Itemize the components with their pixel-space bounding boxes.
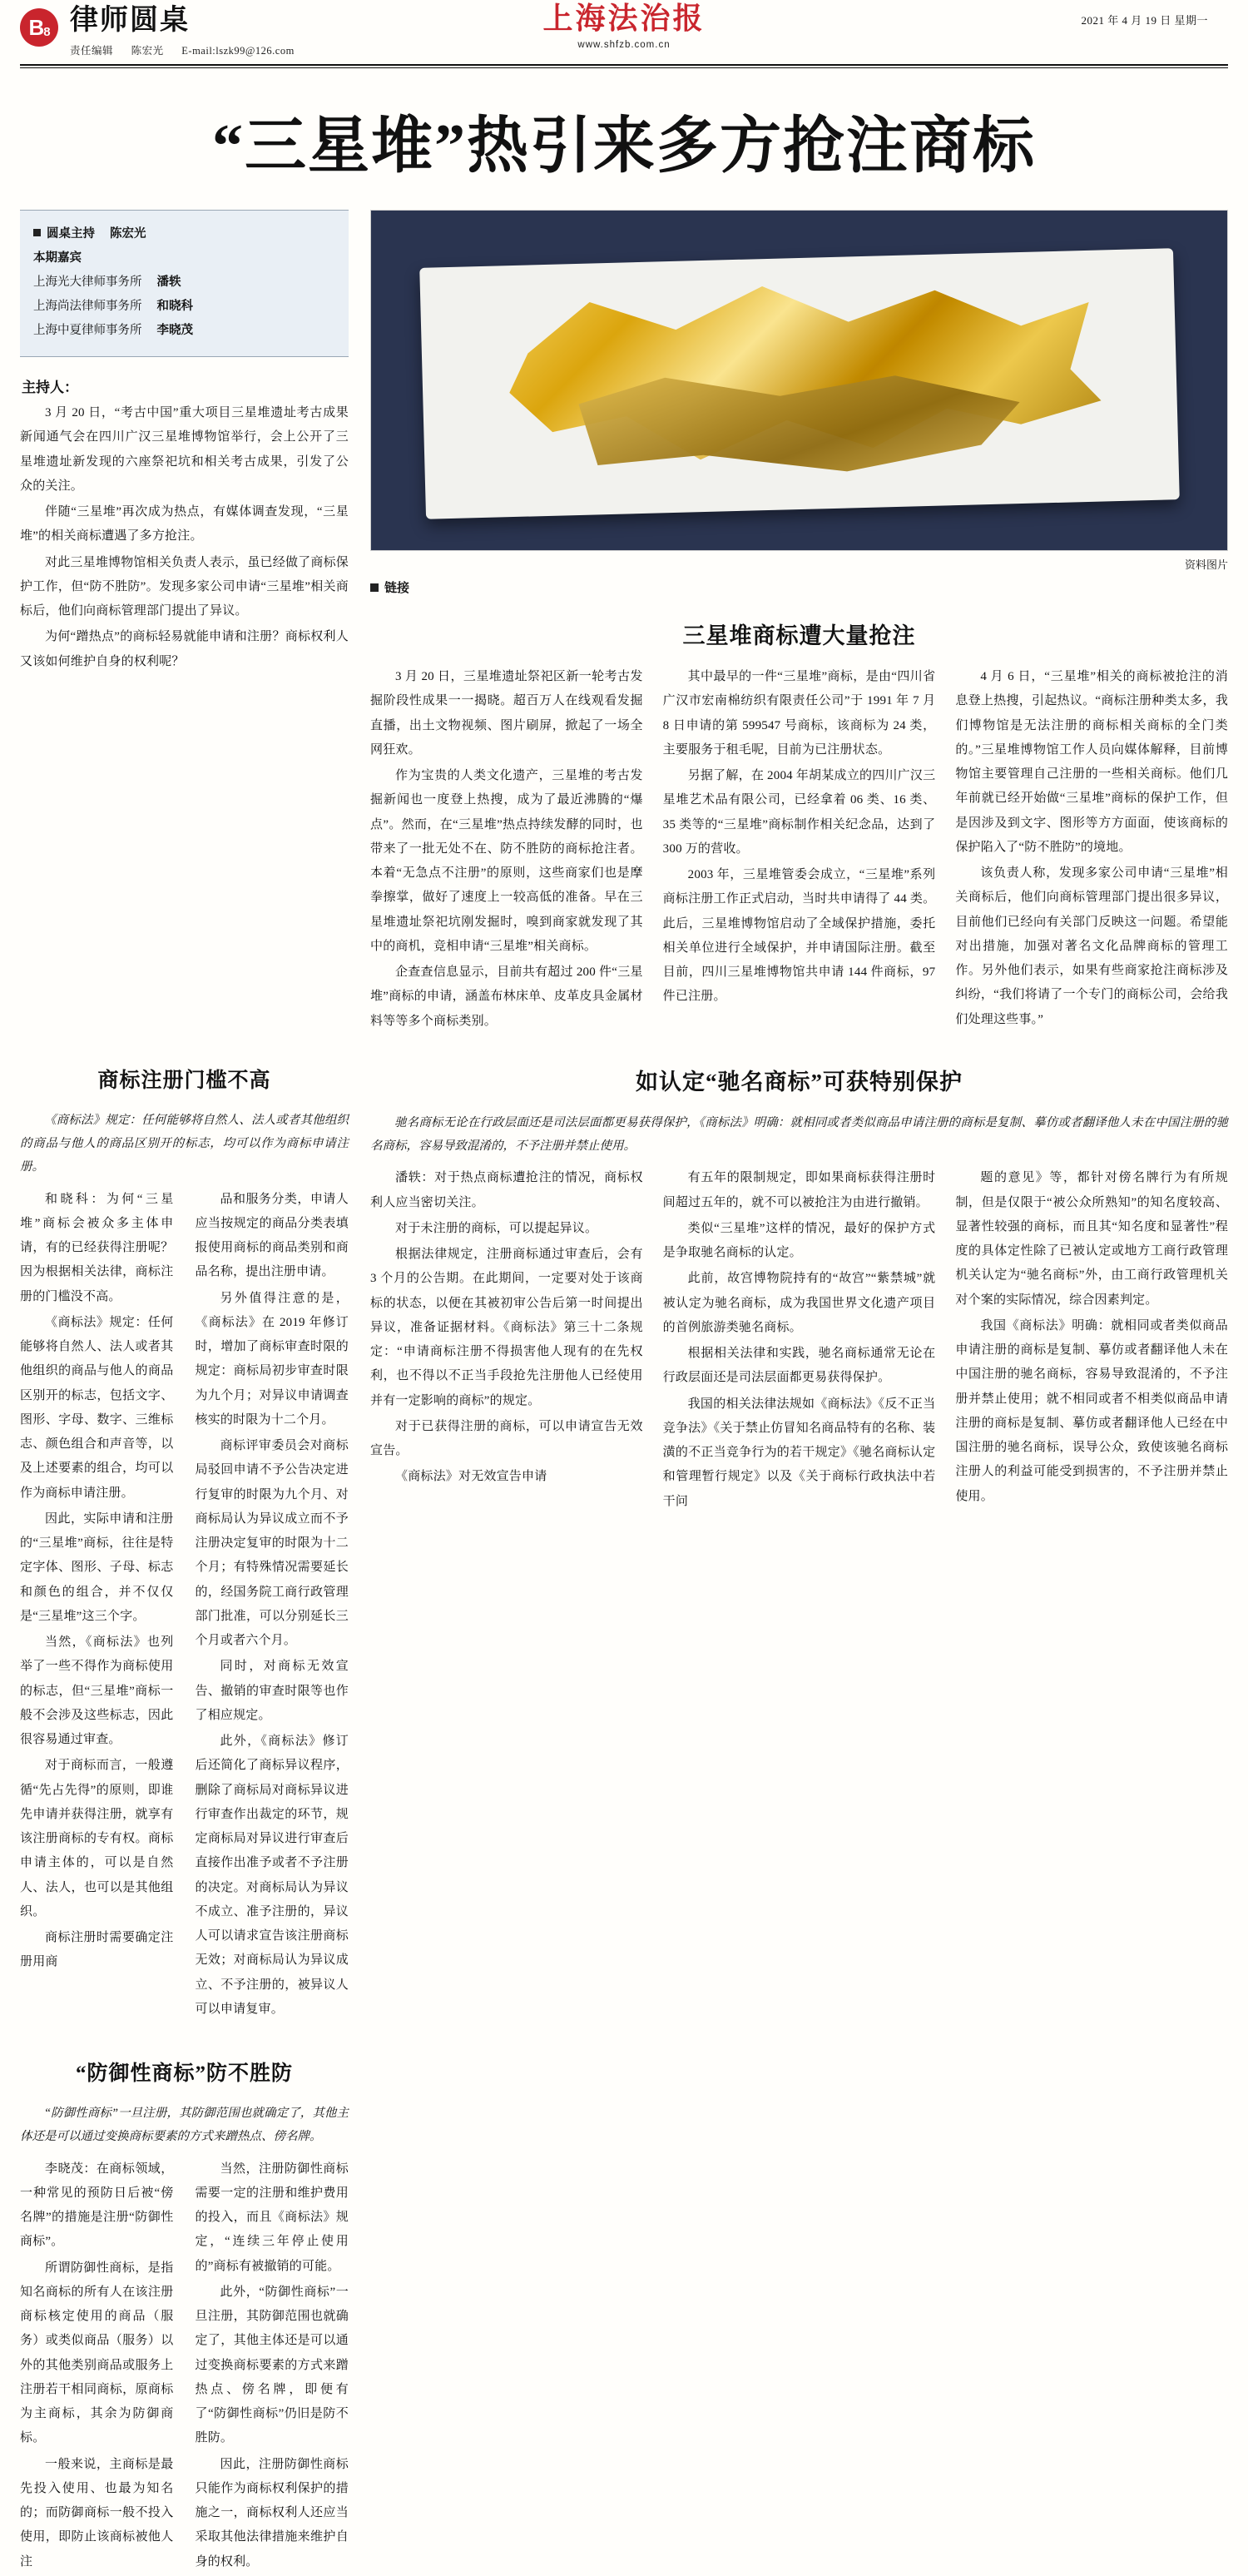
link-col-2 bbox=[663, 665, 936, 1035]
link-col-3 bbox=[955, 665, 1228, 1035]
paragraph: 我国的相关法律法规如《商标法》《反不正当竞争法》《关于禁止仿冒知名商品特有的名称、装潢的不正当竞争行为的若干规定》《驰名商标认定和管理暂行规定》以及《关于商标行政执法中若干问 bbox=[662, 1397, 936, 1508]
famous-section-title: 如认定“驰名商标”可获特别保护 bbox=[636, 1069, 963, 1094]
paragraph: 根据法律规定，注册商标通过审查后，会有 3 个月的公告期。在此期间，一定要对处于该商标的状态，以便在其被初审公告后第一时间提出异议，准备证据材料。《商标法》第三十二条规定：“申请商标注册不得损害他人现有的在先权利，也不得以不正当手段抢先注册他人已经使用并有一定影响的商标”的规定。 bbox=[370, 1248, 643, 1407]
defensive-section-title: “防御性商标”防不胜防 bbox=[75, 2062, 293, 2086]
masthead-editor-line bbox=[70, 42, 310, 57]
threshold-body bbox=[20, 1188, 349, 2024]
guest-name: 李晓茂 bbox=[156, 324, 193, 337]
paragraph: 另外值得注意的是，《商标法》在 2019 年修订时，增加了商标审查时限的规定：商标局初步审查时限为九个月；对异议申请调查核实的时限为十二个月。 bbox=[195, 1291, 349, 1427]
paragraph: 《商标法》对无效宣告申请 bbox=[395, 1470, 547, 1484]
intro-column bbox=[20, 210, 349, 1035]
threshold-col-2 bbox=[196, 1188, 349, 2024]
guest-label: 本期嘉宾 bbox=[33, 251, 82, 265]
guest-name: 潘轶 bbox=[156, 275, 181, 289]
moderator-title: 主持人： bbox=[22, 380, 78, 395]
paragraph: 李晓茂：在商标领域，一种常见的预防日后被“傍名牌”的措施是注册“防御性商标”。 bbox=[20, 2162, 174, 2249]
paragraph: 另据了解，在 2004 年胡某成立的四川广汉三星堆艺术品有限公司，已经拿着 06 类、16 类、35 类等的“三星堆”商标制作相关纪念品，达到了 300 万的营收。 bbox=[662, 769, 936, 856]
masthead-left bbox=[70, 7, 310, 57]
guest-label-line bbox=[33, 246, 335, 271]
paper-name: 上海法治报 bbox=[542, 2, 706, 35]
guest-firm: 上海中夏律师事务所 bbox=[33, 324, 142, 337]
moderator-paragraph: 伴随“三星堆”再次成为热点，有媒体调查发现，“三星堆”的相关商标遭遇了多方抢注。 bbox=[20, 505, 349, 543]
article-photo-wrap bbox=[370, 210, 1228, 572]
paragraph: 有五年的限制规定，即如果商标获得注册时间超过五年的，就不可以被抢注为由进行撤销。 bbox=[662, 1171, 936, 1209]
page-badge-letter: B bbox=[28, 14, 44, 40]
paragraph: 此前，故宫博物院持有的“故宫”“紫禁城”就被认定为驰名商标，成为我国世界文化遗产项目的首例旅游类驰名商标。 bbox=[662, 1272, 936, 1334]
host-guest-box bbox=[20, 210, 349, 357]
paragraph: 当然，《商标法》也列举了一些不得作为商标使用的标志，但“三星堆”商标一般不会涉及这些标志，因此很容易通过审查。 bbox=[20, 1635, 174, 1747]
paragraph: 和晓科：为何“三星堆”商标会被众多主体申请，有的已经获得注册呢？因为根据相关法律，商标注册的门槛没不高。 bbox=[20, 1192, 174, 1303]
masthead bbox=[20, 0, 1228, 61]
link-col-1 bbox=[370, 665, 643, 1035]
sanxingdui-gold-mask-photo bbox=[370, 210, 1228, 551]
link-marker bbox=[370, 578, 1228, 596]
threshold-col-1 bbox=[20, 1188, 174, 2024]
link-section-title: 三星堆商标遭大量抢注 bbox=[682, 623, 916, 648]
threshold-section-title: 商标注册门槛不高 bbox=[97, 1069, 271, 1092]
paragraph: 2003 年，三星堆管委会成立，“三星堆”系列商标注册工作正式启动，当时共申请得了 44 类。此后，三星堆博物馆启动了全域保护措施，委托相关单位进行全域保护，并申请国际注册。截至目前，四川三星堆博物馆共申请 144 件商标，97 件已注册。 bbox=[662, 868, 936, 1004]
issue-date: 2021 年 4 月 19 日 星期一 bbox=[1081, 14, 1208, 27]
defensive-col-1 bbox=[20, 2157, 174, 2576]
photo-credit: 资料图片 bbox=[1184, 558, 1228, 571]
bullet-square-icon bbox=[33, 229, 41, 236]
link-section-body bbox=[370, 665, 1228, 1035]
bottom-right-spacer bbox=[370, 2035, 1228, 2576]
paragraph: 3 月 20 日，三星堆遗址祭祀区新一轮考古发掘阶段性成果一一揭晓。超百万人在线观看发掘直播，出土文物视频、图片刷屏，掀起了一场全网狂欢。 bbox=[370, 670, 643, 757]
paragraph: 此外，《商标法》修订后还简化了商标异议程序，删除了商标局对商标异议进行审查作出裁定的环节，规定商标局对异议进行审查后直接作出准予或者不予注册的决定。对商标局认为异议不成立、准予注册的，异议人可以请求宣告该注册商标无效；对商标局认为异议成立、不予注册的，被异议人可以申请复审。 bbox=[195, 1735, 349, 2016]
paragraph: 商标注册时需要确定注册用商 bbox=[20, 1931, 174, 1969]
paragraph: 一般来说，主商标是最先投入使用、也最为知名的；而防御商标一般不投入使用，即防止该商标被他人注 bbox=[20, 2457, 174, 2569]
moderator-paragraph: 为何“蹭热点”的商标轻易就能申请和注册？商标权利人又该如何维护自身的权利呢？ bbox=[20, 630, 349, 668]
paragraph: 当然，注册防御性商标需要一定的注册和维护费用的投入，而且《商标法》规定，“连续三年停止使用的”商标有被撤销的可能。 bbox=[195, 2162, 349, 2273]
guest-firm: 上海尚法律师事务所 bbox=[33, 300, 142, 313]
paragraph: 此外，“防御性商标”一旦注册，其防御范围也就确定了，其他主体还是可以通过变换商标要素的方式来蹭热点、傍名牌，即便有了“防御性商标”仍旧是防不胜防。 bbox=[195, 2285, 349, 2445]
paragraph: 其中最早的一件“三星堆”商标，是由“四川省广汉市宏南棉纺织有限责任公司”于 1991 年 7 月 8 日申请的第 599547 号商标，该商标为 24 类，主要服务于租毛呢，目前为已注册状态。 bbox=[662, 670, 936, 757]
link-label: 链接 bbox=[384, 582, 410, 595]
page-title: “三星堆”热引来多方抢注商标 bbox=[212, 112, 1036, 181]
famous-body bbox=[370, 1166, 1228, 1516]
famous-col-3 bbox=[955, 1166, 1228, 1516]
paragraph: 类似“三星堆”这样的情况，最好的保护方式是争取驰名商标的认定。 bbox=[662, 1221, 936, 1260]
guest-item bbox=[33, 319, 335, 343]
paragraph: 因此，实际申请和注册的“三星堆”商标，往往是特定字体、图形、子母、标志和颜色的组合，并不仅仅是“三星堆”这三个字。 bbox=[20, 1511, 174, 1623]
famous-col-1 bbox=[370, 1166, 643, 1516]
paragraph: 根据相关法律和实践，驰名商标通常无论在行政层面还是司法层面都更易获得保护。 bbox=[662, 1347, 936, 1385]
famous-col-2 bbox=[663, 1166, 936, 1516]
editor-name: 陈宏光 bbox=[131, 45, 164, 57]
host-line bbox=[33, 222, 335, 246]
section-title: 律师圆桌 bbox=[70, 5, 190, 36]
paragraph: 商标评审委员会对商标局驳回申请不予公告决定进行复审的时限为九个月、对商标局认为异议成立而不予注册决定复审的时限为十二个月；有特殊情况需要延长的，经国务院工商行政管理部门批准，可以分别延长三个月或者六个月。 bbox=[195, 1439, 349, 1648]
paragraph: 对于商标而言，一般遵循“先占先得”的原则，即谁先申请并获得注册，就享有该注册商标的专有权。商标申请主体的，可以是自然人、法人，也可以是其他组织。 bbox=[20, 1759, 174, 1918]
guest-name: 和晓科 bbox=[156, 300, 193, 313]
famous-section bbox=[370, 1042, 1228, 2023]
guest-item bbox=[33, 271, 335, 295]
moderator-paragraph: 对此三星堆博物馆相关负责人表示，虽已经做了商标保护工作，但“防不胜防”。发现多家公司申请“三星堆”相关商标后，他们向商标管理部门提出了异议。 bbox=[20, 555, 349, 618]
paper-url[interactable]: www.shfzb.com.cn bbox=[577, 40, 671, 50]
paragraph: 该负责人称，发现多家公司申请“三星堆”相关商标后，他们向商标管理部门提出很多异议，目前他们已经向有关部门反映这一问题。希望能对出措施，加强对著名文化品牌商标的管理工作。另外他们表示，如果有些商家抢注商标涉及纠纷，“我们将请了一个专门的商标公司，会给我们处理这些事。” bbox=[955, 866, 1229, 1026]
defensive-body bbox=[20, 2157, 349, 2576]
defensive-section bbox=[20, 2035, 349, 2576]
paragraph: 同时，对商标无效宣告、撤销的审查时限等也作了相应规定。 bbox=[195, 1660, 349, 1722]
editor-email: E-mail:lszk99@126.com bbox=[181, 45, 295, 57]
paragraph: 所谓防御性商标，是指知名商标的所有人在该注册商标核定使用的商品（服务）或类似商品（服务）以外的其他类别商品或服务上注册若干相同商标，原商标为主商标，其余为防御商标。 bbox=[20, 2261, 174, 2445]
paragraph: 题的意见》等，都针对傍名牌行为有所规制，但是仅限于“被公众所熟知”的知名度较高、显著性较强的商标，而且其“知名度和显著性”程度的具体定性除了已被认定或地方工商行政管理机关认定为“驰名商标”外，由工商行政管理机关对个案的实际情况，综合因素判定。 bbox=[955, 1171, 1229, 1307]
middle-area bbox=[20, 1042, 1228, 2023]
paragraph: 因此，注册防御性商标只能作为商标权利保护的措施之一，商标权利人还应当采取其他法律措施来维护自身的权利。 bbox=[195, 2457, 349, 2569]
paragraph: 我国《商标法》明确：就相同或者类似商品申请注册的商标是复制、摹仿或者翻译他人未在中国注册的驰名商标，容易导致混淆的，不予注册并禁止使用；就不相同或者不相类似商品申请注册的商标是复制、摹仿或者翻译他人已经在中国注册的驰名商标，误导公众，致使该驰名商标注册人的利益可能受到损害的，不予注册并禁止使用。 bbox=[955, 1318, 1229, 1503]
masthead-center bbox=[542, 3, 705, 50]
paragraph: 企查查信息显示，目前共有超过 200 件“三星堆”商标的申请，涵盖布林床单、皮革皮具金属材料等等多个商标类别。 bbox=[370, 965, 643, 1028]
guest-item bbox=[33, 295, 335, 319]
famous-lead: 驰名商标无论在行政层面还是司法层面都更易获得保护，《商标法》明确：就相同或者类似商品申请注册的商标是复制、摹仿或者翻译他人未在中国注册的驰名商标，容易导致混淆的，不予注册并禁止使用。 bbox=[370, 1115, 1228, 1154]
host-name: 陈宏光 bbox=[110, 227, 146, 241]
masthead-rule-secondary bbox=[20, 67, 1228, 68]
defensive-lead: “防御性商标”一旦注册，其防御范围也就确定了，其他主体还是可以通过变换商标要素的方式来蹭热点、傍名牌。 bbox=[20, 2107, 349, 2144]
moderator-paragraph: 3 月 20 日，“考古中国”重大项目三星堆遗址考古成果新闻通气会在四川广汉三星堆博物馆举行，会上公开了三星堆遗址新发现的六座祭祀坑和相关考古成果，引发了公众的关注。 bbox=[20, 406, 349, 493]
page-number-badge bbox=[20, 8, 58, 47]
bottom-area bbox=[20, 2035, 1228, 2576]
threshold-section bbox=[20, 1042, 349, 2023]
editor-label: 责任编辑 bbox=[70, 45, 114, 57]
defensive-col-2 bbox=[196, 2157, 349, 2576]
paragraph: 对于已获得注册的商标，可以申请宣告无效宣告。 bbox=[370, 1419, 643, 1458]
masthead-rule bbox=[20, 64, 1228, 66]
top-area bbox=[20, 210, 1228, 1035]
paragraph: 对于未注册的商标，可以提起异议。 bbox=[395, 1221, 598, 1235]
host-label: 圆桌主持 bbox=[47, 227, 95, 241]
threshold-lead: 《商标法》规定：任何能够将自然人、法人或者其他组织的商品与他人的商品区别开的标志，均可以作为商标申请注册。 bbox=[20, 1113, 349, 1174]
paragraph: 《商标法》规定：任何能够将自然人、法人或者其他组织的商品与他人的商品区别开的标志，包括文字、图形、字母、数字、三维标志、颜色组合和声音等，以及上述要素的组合，均可以作为商标申请注册。 bbox=[20, 1315, 174, 1500]
guest-firm: 上海光大律师事务所 bbox=[33, 275, 142, 289]
paragraph: 作为宝贵的人类文化遗产，三星堆的考古发掘新闻也一度登上热搜，成为了最近沸腾的“爆点”。然而，在“三星堆”热点持续发酵的同时，也带来了一批无处不在、防不胜防的商标抢注者。本着“无急点不注册”的原则，这些商家们也是摩拳擦掌，做好了速度上一较高低的准备。早在三星堆遗址祭祀坑刚发掘时，嗅到商家就发现了其中的商机，竞相申请“三星堆”相关商标。 bbox=[370, 769, 643, 953]
paragraph: 4 月 6 日，“三星堆”相关的商标被抢注的消息登上热搜，引起热议。“商标注册种类太多，我们博物馆是无法注册的商标相关商标的全门类的。”三星堆博物馆工作人员向媒体解释，目前博物馆主要管理自己注册的一些相关商标。他们几年前就已经开始做“三星堆”商标的保护工作，但是因涉及到文字、图形等方方面面，使该商标的保护陷入了“防不胜防”的境地。 bbox=[955, 670, 1229, 854]
paragraph: 品和服务分类，申请人应当按规定的商品分类表填报使用商标的商品类别和商品名称，提出注册申请。 bbox=[195, 1192, 349, 1279]
page-badge-number: 8 bbox=[43, 24, 50, 39]
photo-and-link-column bbox=[370, 210, 1228, 1035]
bullet-square-icon bbox=[370, 583, 379, 592]
paragraph: 潘轶：对于热点商标遭抢注的情况，商标权利人应当密切关注。 bbox=[370, 1171, 643, 1209]
